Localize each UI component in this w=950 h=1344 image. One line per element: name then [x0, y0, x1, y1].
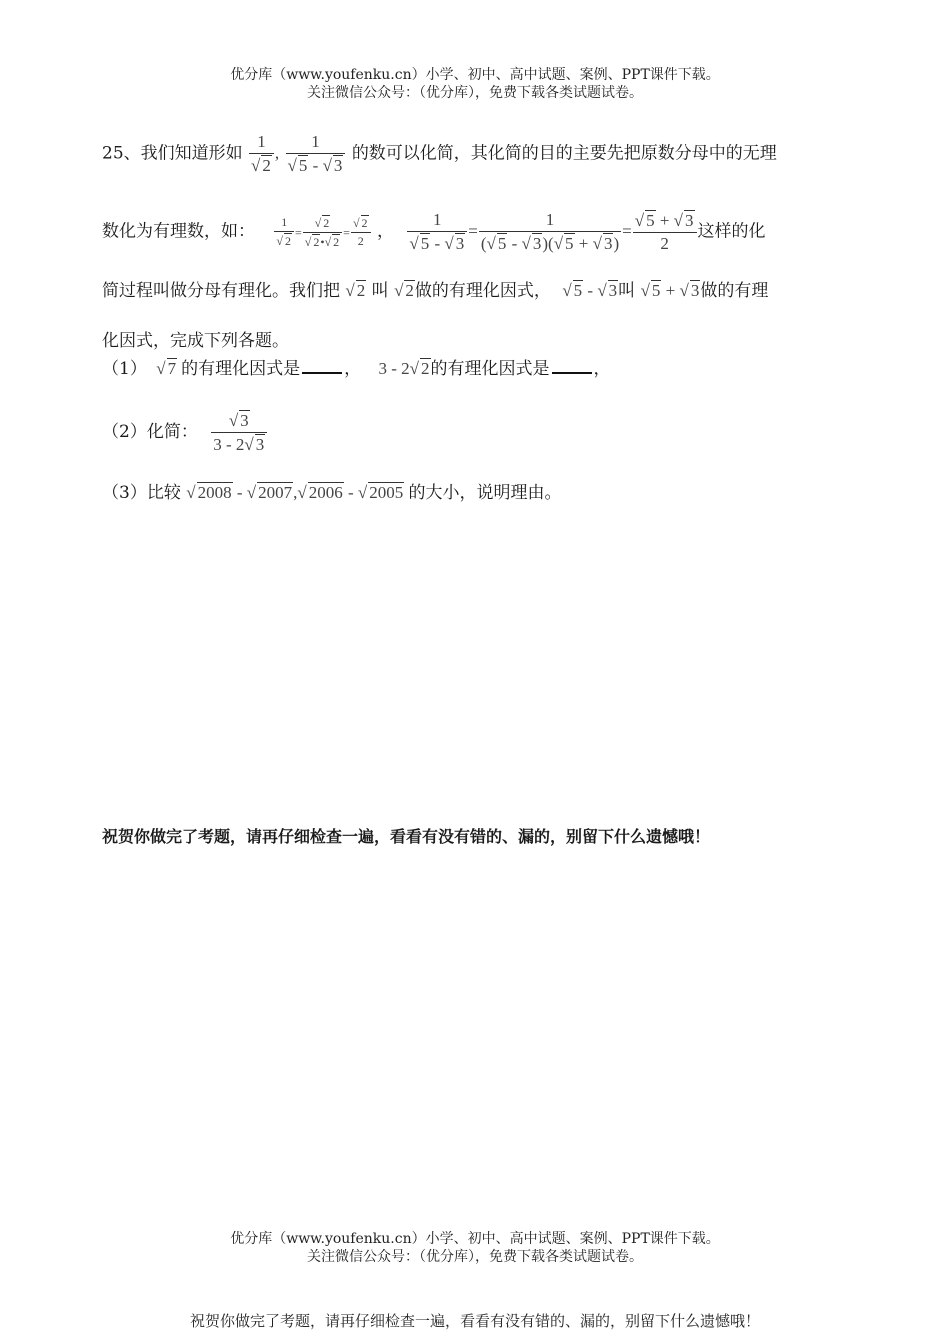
- q25-text: 的有理化因式是: [430, 359, 550, 379]
- sqrt-symbol: √ 2: [251, 156, 271, 175]
- paren: (: [548, 234, 554, 253]
- radicand: 2: [285, 234, 291, 248]
- radicand: 5: [298, 156, 308, 175]
- fraction-1-over-sqrt5-minus-sqrt3: [286, 132, 346, 176]
- q25-text: 做的有理化因式，: [414, 281, 551, 301]
- expr-sqrt5-plus-sqrt3: [641, 281, 701, 300]
- radicand: 5: [573, 281, 583, 300]
- fraction-example-4: [407, 210, 467, 254]
- coefficient: 3 - 2: [378, 359, 410, 378]
- equals: =: [622, 221, 632, 241]
- numerator: 1: [479, 210, 621, 232]
- dot: •: [320, 234, 325, 249]
- sqrt-symbol: √ 3: [679, 281, 700, 300]
- comma: ,: [274, 143, 280, 163]
- equals: =: [468, 221, 478, 241]
- paren: ): [542, 234, 549, 253]
- sqrt-symbol: √ 3: [444, 234, 465, 253]
- sqrt-symbol: √ 2007: [246, 483, 293, 502]
- numerator: 1: [274, 215, 294, 232]
- radicand: 2: [361, 216, 368, 230]
- denominator: 2: [357, 234, 364, 248]
- footer-line-2: 关注微信公众号：（优分库），免费下载各类试题试卷。: [307, 1249, 643, 1265]
- q25-line-3: [102, 276, 768, 301]
- sqrt-symbol: √ 2: [409, 359, 430, 378]
- minus: -: [587, 281, 594, 300]
- radicand: 2: [323, 215, 330, 230]
- q25-text: 的有理化因式是: [181, 359, 301, 379]
- radicand: 2: [333, 234, 340, 249]
- expr-sqrt5-minus-sqrt3: [562, 281, 618, 300]
- numerator: [633, 210, 697, 233]
- sqrt-symbol: √ 2: [314, 215, 330, 230]
- q25-text: 的数可以化简，其化简的目的主要先把原数分母中的无理: [351, 143, 777, 164]
- q25-text: 的大小，说明理由。: [408, 483, 562, 503]
- radicand: 3: [333, 156, 343, 175]
- q25-text: 叫: [371, 281, 389, 301]
- sqrt-symbol: √ 2008: [186, 483, 232, 502]
- sqrt-symbol: √ 3: [521, 234, 542, 253]
- radicand: 7: [167, 359, 177, 378]
- fraction-example-6: [633, 210, 697, 254]
- part-label: （2）化简：: [102, 422, 198, 442]
- denominator: [479, 232, 621, 254]
- denominator: 2: [660, 234, 669, 253]
- q25-line-2: [102, 210, 766, 254]
- part-label: （1）: [102, 359, 147, 379]
- sqrt-symbol: √ 2: [324, 234, 340, 249]
- answer-blank-1[interactable]: [302, 372, 342, 374]
- minus: -: [312, 156, 319, 175]
- expr-3-minus-2sqrt2: [378, 359, 430, 378]
- sqrt-symbol: √ 5: [562, 281, 583, 300]
- q25-line-1: [102, 132, 777, 176]
- q25-text: 简过程叫做分母有理化。我们把: [102, 281, 340, 301]
- numerator: 1: [249, 132, 274, 154]
- radicand: 5: [565, 234, 574, 253]
- radicand: 2: [313, 234, 320, 249]
- numerator: [351, 215, 371, 233]
- equals: =: [295, 225, 302, 240]
- sqrt-symbol: √ 5: [486, 234, 507, 253]
- denominator: [211, 433, 267, 455]
- q25-line-4: 化因式，完成下列各题。: [102, 331, 289, 351]
- numerator: 1: [407, 210, 467, 232]
- denominator: [249, 154, 274, 176]
- sqrt-symbol: √ 2005: [357, 483, 404, 502]
- q25-text: 数化为有理数，如：: [102, 221, 255, 242]
- fraction-example-5: [479, 210, 621, 254]
- header-line-2: 关注微信公众号：（优分库），免费下载各类试题试卷。: [307, 85, 643, 101]
- separator: ，: [593, 359, 611, 379]
- sqrt-symbol: √ 2: [304, 234, 320, 249]
- sqrt-symbol: √ 2006: [297, 483, 343, 502]
- radicand: 3: [690, 281, 700, 300]
- paren: ): [613, 234, 620, 253]
- minus: -: [434, 234, 441, 253]
- denominator: [407, 232, 467, 254]
- radicand: 2: [262, 156, 271, 175]
- sqrt-symbol: √ 3: [597, 281, 618, 300]
- footer-line-1: 优分库（www.youfenku.cn）小学、初中、高中试题、案例、PPT课件下载。: [230, 1231, 720, 1247]
- radicand: 3: [240, 411, 249, 430]
- sqrt-symbol: √ 3: [592, 234, 613, 253]
- sqrt-symbol: √ 5: [287, 156, 308, 175]
- radicand: 3: [603, 234, 613, 253]
- part-label: （3）比较: [102, 483, 181, 503]
- equals: =: [343, 225, 350, 240]
- fraction-example-1: [274, 215, 294, 249]
- fraction-example-2: [303, 215, 342, 250]
- numerator: 1: [286, 132, 346, 154]
- radicand: 5: [497, 234, 507, 253]
- radicand: 3: [608, 281, 618, 300]
- q25-text: 叫: [618, 281, 636, 301]
- q25-part-1: [102, 354, 611, 379]
- q25-part-2: [102, 410, 268, 455]
- sqrt-symbol: √ 3: [322, 156, 343, 175]
- sqrt-2: √ 2: [345, 281, 366, 300]
- question-number: 25、: [102, 143, 141, 164]
- q25-text: 做的有理: [700, 281, 769, 301]
- answer-blank-2[interactable]: [552, 372, 592, 374]
- radicand: 2007: [258, 483, 293, 502]
- radicand: 3: [255, 435, 265, 454]
- radicand: 5: [420, 234, 430, 253]
- q25-part-3: [102, 478, 561, 503]
- plus: +: [665, 281, 676, 300]
- radicand: 3: [455, 234, 465, 253]
- sqrt-2: √ 2: [394, 281, 414, 300]
- sqrt-symbol: √ 3: [673, 211, 694, 230]
- sqrt-symbol: √ 5: [409, 234, 430, 253]
- fraction-sqrt3-over-3-minus-2sqrt3: [211, 410, 267, 455]
- sqrt-7: √ 7: [156, 359, 177, 378]
- denominator: [286, 154, 346, 176]
- minus: -: [511, 234, 518, 253]
- sqrt-symbol: √ 2: [352, 216, 368, 230]
- closing-message: 祝贺你做完了考题，请再仔细检查一遍，看看有没有错的、漏的，别留下什么遗憾哦！: [102, 827, 711, 846]
- radicand: 5: [651, 281, 661, 300]
- plus: +: [578, 234, 589, 253]
- sqrt-symbol: √ 5: [553, 234, 574, 253]
- radicand: 3: [685, 211, 694, 230]
- separator: ，: [376, 221, 394, 242]
- radicand: 2: [405, 281, 414, 300]
- sqrt-symbol: √ 3: [228, 411, 249, 430]
- sqrt-symbol: √ 5: [640, 281, 661, 300]
- minus: -: [347, 483, 354, 502]
- header-line-1: 优分库（www.youfenku.cn）小学、初中、高中试题、案例、PPT课件下载。: [230, 67, 720, 83]
- comma: ,: [293, 483, 298, 502]
- footer-closing: 祝贺你做完了考题，请再仔细检查一遍，看看有没有错的、漏的，别留下什么遗憾哦！: [189, 1312, 760, 1330]
- fraction-1-over-sqrt2: [249, 132, 274, 176]
- fraction-example-3: [351, 215, 371, 249]
- paren: (: [480, 234, 487, 253]
- minus: -: [236, 483, 243, 502]
- radicand: 2: [421, 359, 430, 378]
- denominator: [303, 233, 342, 250]
- sqrt-symbol: √ 5: [634, 211, 655, 230]
- separator: ，: [344, 359, 362, 379]
- plus: +: [659, 211, 670, 230]
- radicand: 2005: [369, 483, 404, 502]
- radicand: 3: [532, 234, 542, 253]
- numerator: [211, 410, 267, 433]
- radicand: 2: [356, 281, 366, 300]
- coefficient: 3 - 2: [213, 435, 245, 454]
- radicand: 2006: [308, 483, 343, 502]
- numerator: [303, 215, 342, 233]
- sqrt-symbol: √ 2: [276, 234, 291, 248]
- q25-text: 我们知道形如: [140, 143, 243, 164]
- radicand: 2008: [197, 483, 232, 502]
- denominator: [274, 232, 294, 249]
- radicand: 5: [646, 211, 655, 230]
- compare-expressions: [186, 483, 408, 502]
- sqrt-symbol: √ 3: [244, 435, 265, 454]
- q25-text: 这样的化: [697, 221, 766, 242]
